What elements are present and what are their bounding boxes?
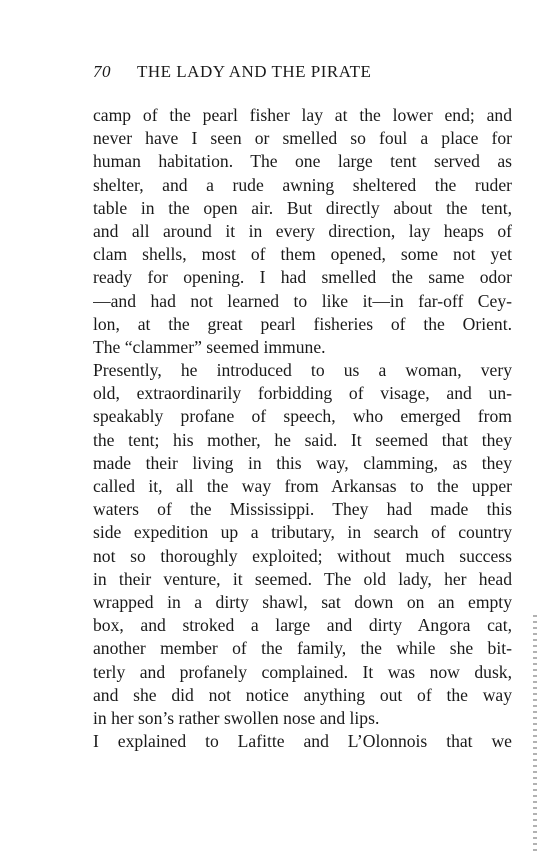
text-line: box, and stroked a large and dirty Angora cat, xyxy=(93,615,512,636)
text-line: made their living in this way, clamming, as they xyxy=(93,452,512,473)
text-line: another member of the family, the while she bit- xyxy=(93,638,512,659)
scan-edge-artifact xyxy=(533,615,537,855)
text-line: clam shells, most of them opened, some not yet xyxy=(93,244,512,265)
running-title: THE LADY AND THE PIRATE xyxy=(137,62,372,81)
text-line: Presently, he introduced to us a woman, very xyxy=(93,360,512,381)
text-line: I explained to Lafitte and L’Olonnois that we xyxy=(93,731,512,752)
text-line: shelter, and a rude awning sheltered the ruder xyxy=(93,174,512,195)
text-line: waters of the Mississippi. They had made this xyxy=(93,499,512,520)
text-line: The “clammer” seemed immune. xyxy=(93,336,326,357)
text-line: human habitation. The one large tent served as xyxy=(93,151,512,172)
running-header xyxy=(93,62,473,86)
text-line: speakably profane of speech, who emerged from xyxy=(93,406,512,427)
text-line: ready for opening. I had smelled the same odor xyxy=(93,267,512,288)
text-line: the tent; his mother, he said. It seemed that they xyxy=(93,429,512,450)
text-line: called it, all the way from Arkansas to the upper xyxy=(93,476,512,496)
text-line: old, extraordinarily forbidding of visage, and un- xyxy=(93,383,512,404)
text-line: in her son’s rather swollen nose and lips. xyxy=(93,707,380,728)
text-line: and all around it in every direction, lay heaps of xyxy=(93,220,512,241)
text-line: in their venture, it seemed. The old lady, her head xyxy=(93,568,512,589)
text-line: terly and profanely complained. It was now dusk, xyxy=(93,661,512,682)
text-line: and she did not notice anything out of the way xyxy=(93,684,512,705)
text-line: —and had not learned to like it—in far-off Cey- xyxy=(93,290,512,311)
text-line: wrapped in a dirty shawl, sat down on an empty xyxy=(93,591,512,612)
text-line: never have I seen or smelled so foul a place for xyxy=(93,128,512,149)
text-line: camp of the pearl fisher lay at the lower end; and xyxy=(93,105,512,125)
text-line: side expedition up a tributary, in search of country xyxy=(93,522,512,543)
body-text xyxy=(93,104,512,753)
text-line: not so thoroughly exploited; without much success xyxy=(93,545,512,566)
page-number: 70 xyxy=(93,62,111,81)
text-line: table in the open air. But directly about the tent, xyxy=(93,197,512,218)
text-line: lon, at the great pearl fisheries of the Orient. xyxy=(93,313,512,334)
